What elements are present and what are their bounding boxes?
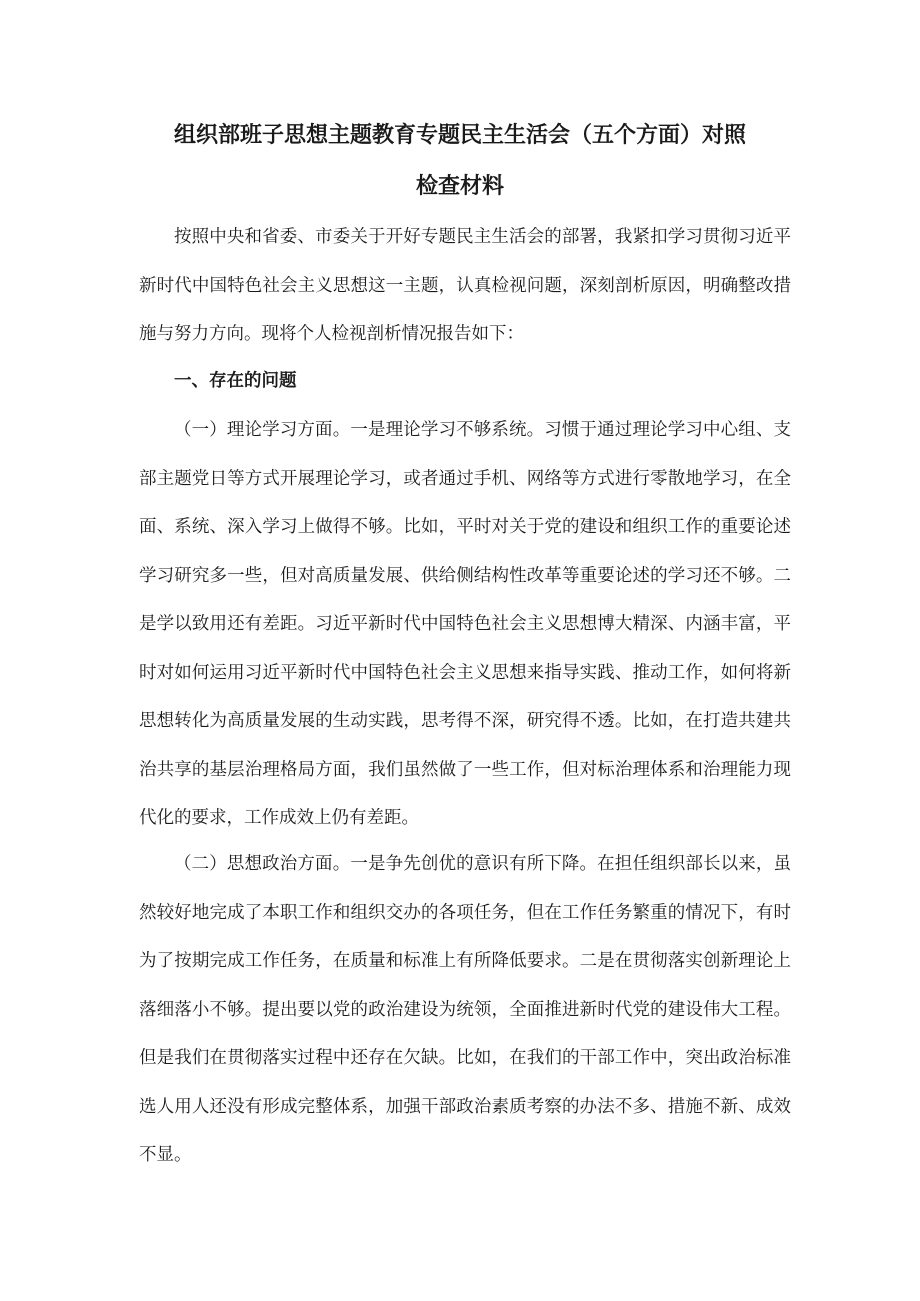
section-heading-problems: 一、存在的问题: [174, 371, 297, 391]
paragraph-ideological-politics: （二）思想政治方面。一是争先创优的意识有所下降。在担任组织部长以来，虽然较好地完成了本职工作和组织交办的各项任务，但在工作任务繁重的情况下，有时为了按期完成工作任务，在质量和标准上有所降低要求。二是在贯彻落实创新理论上落细落小不够。提出要以党的政治建设为统领，全面推进新时代党的建设伟大工程。但是我们在贯彻落实过程中还存在欠缺。比如，在我们的干部工作中，突出政治标准选人用人还没有形成完整体系，加强干部政治素质考察的办法不多、措施不新、成效不显。: [139, 854, 791, 1165]
paragraph-theory-study: （一）理论学习方面。一是理论学习不够系统。习惯于通过理论学习中心组、支部主题党日等方式开展理论学习，或者通过手机、网络等方式进行零散地学习，在全面、系统、深入学习上做得不够。比如，平时对关于党的建设和组织工作的重要论述学习研究多一些，但对高质量发展、供给侧结构性改革等重要论述的学习还不够。二是学以致用还有差距。习近平新时代中国特色社会主义思想博大精深、内涵丰富，平时对如何运用习近平新时代中国特色社会主义思想来指导实践、推动工作，如何将新思想转化为高质量发展的生动实践，思考得不深，研究得不透。比如，在打造共建共治共享的基层治理格局方面，我们虽然做了一些工作，但对标治理体系和治理能力现代化的要求，工作成效上仍有差距。: [139, 420, 791, 828]
document-title-line-2: 检查材料: [415, 174, 504, 199]
intro-paragraph: 按照中央和省委、市委关于开好专题民主生活会的部署，我紧扣学习贯彻习近平新时代中国特色社会主义思想这一主题，认真检视问题，深刻剖析原因，明确整改措施与努力方向。现将个人检视剖析情况报告如下：: [139, 227, 791, 344]
document-title-line-1: 组织部班子思想主题教育专题民主生活会（五个方面）对照: [173, 123, 746, 148]
